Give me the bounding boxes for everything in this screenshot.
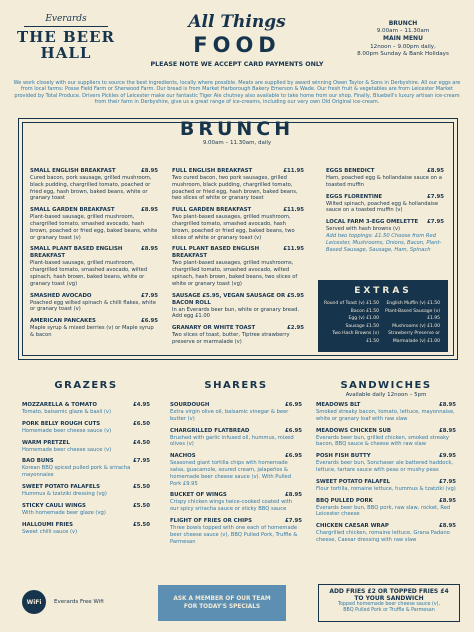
item-price: £6.95 <box>284 427 302 434</box>
item-description: Two cured bacon, two pork sausages, grilled mushroom, black pudding, chargrilled tomato, poached or fried egg, hash brown, baked beans, two slices of white or granary toast <box>172 175 298 202</box>
grazers-list <box>22 402 150 540</box>
item-name: SMALL PLANT BASED ENGLISH BREAKFAST <box>30 246 123 260</box>
item-name: POSH FISH BUTTY <box>316 453 371 460</box>
brunch-label: BRUNCH <box>388 20 418 27</box>
menu-item <box>172 207 304 241</box>
menu-item <box>326 219 444 253</box>
item-name: FULL GARDEN BREAKFAST <box>172 207 252 214</box>
add-fries-box <box>318 584 460 622</box>
menu-item <box>170 518 302 545</box>
menu-item <box>316 479 456 493</box>
sandwiches-availability: Available daily 12noon – 5pm <box>345 392 427 398</box>
item-name: EGGS FLORENTINE <box>326 193 383 200</box>
menu-item <box>30 293 158 314</box>
menu-item <box>172 246 304 287</box>
item-description: Hummus & tzatziki dressing (vg) <box>22 490 107 497</box>
menu-item <box>170 402 302 423</box>
menu-item <box>170 428 302 449</box>
item-name: BAO BUNS <box>22 458 54 465</box>
sharers-list <box>170 402 302 550</box>
extra-item: Strawberry Preserve or Marmalade (v) £1.00 <box>388 331 440 344</box>
add-fries-sub-1: Topped homemade beer cheese sauce (v), <box>337 602 441 607</box>
item-header <box>22 440 150 447</box>
item-name: SWEET POTATO FALAFELS <box>22 483 100 490</box>
item-header <box>172 246 304 260</box>
item-price: £5.50 <box>132 483 150 490</box>
menu-item <box>326 168 444 189</box>
item-price: £7.95 <box>284 517 302 524</box>
item-header <box>30 318 158 325</box>
wifi-icon: WiFi <box>22 590 46 614</box>
item-price: £11.95 <box>283 246 304 253</box>
logo <box>16 14 116 62</box>
extras-title: EXTRAS <box>354 286 412 296</box>
item-description: Everards beer bun, grilled chicken, smoked streaky bacon, BBQ sauce & cheese with raw slaw <box>316 434 449 448</box>
logo-rule <box>24 26 108 27</box>
item-price: £8.95 <box>438 402 456 408</box>
item-price: £8.95 <box>140 207 158 214</box>
grazers-title: GRAZERS <box>54 380 118 391</box>
add-fries-heading-1: ADD FRIES £2 OR TOPPED FRIES £4 <box>329 588 449 595</box>
item-description: Brushed with garlic infused oil, hummus, mixed olives (v) <box>170 434 294 448</box>
item-header <box>22 421 150 428</box>
menu-item <box>170 453 302 487</box>
sharers-title: SHARERS <box>204 380 268 391</box>
item-price: £8.95 <box>438 427 456 434</box>
item-name: MOZZARELLA & TOMATO <box>22 402 97 408</box>
item-price: £6.95 <box>140 318 158 325</box>
item-header <box>172 293 304 307</box>
item-header <box>316 428 456 435</box>
item-description: Everards beer bun, Sonchaser ale battered haddock, lettuce, tartare sauce with peas or mushy peas <box>316 460 453 473</box>
menu-item <box>316 523 456 544</box>
item-header <box>326 219 444 226</box>
item-name: FLIGHT OF FRIES OR CHIPS <box>170 517 252 524</box>
item-price: £8.95 <box>438 497 456 504</box>
item-price: £6.95 <box>284 402 302 408</box>
menu-item <box>316 453 456 474</box>
item-price: £5.95 <box>286 292 304 299</box>
extras-right-column <box>383 300 444 345</box>
logo-name: THE BEER HALL <box>17 28 115 62</box>
item-price: £7.95 <box>140 292 158 299</box>
supplier-intro: We work closely with our suppliers to source the best ingredients, locally where possible. Meats are supplied by award winning Owen Taylor & Sons in Derbyshire. All our eggs are from local farms: Posse Field Farm or Sherwood Farm. Our bread is from Market Harborough Bakery Emerson & Wade. Our fresh fruit & vegetables are from Leicester Market provided by Total Produce. Drivers Pickles of Leicester make our fantastic Tiger Ale chutney also available to take home from our shop. Finally, Bluebell's luxury artisan ice-cream from their farm in Derbyshire, give us a great range of ice-creams, including our very own Old Original ice-cream. <box>13 80 461 106</box>
menu-item <box>22 458 150 479</box>
item-name: SMASHED AVOCADO <box>30 292 92 299</box>
item-description: Plant-based sausage, grilled mushroom, chargrilled tomato, smashed avocado, hash brown, poached or fried egg, baked beans, white or granary toast (v) <box>30 214 158 241</box>
wifi-info <box>22 590 104 614</box>
item-price: £11.95 <box>283 168 304 174</box>
item-header <box>22 402 150 409</box>
item-description: Two slices of toast, butter, Tiptree strawberry preserve or marmalade (v) <box>172 332 290 345</box>
item-name: HALLOUMI FRIES <box>22 521 73 528</box>
menu-item <box>30 168 158 202</box>
item-name: SAUSAGE £5.95, VEGAN SAUSAGE OR BACON ROLL <box>172 292 286 306</box>
item-description: With homemade beer glaze (vg) <box>22 509 106 516</box>
opening-times <box>340 20 466 58</box>
item-price: £4.95 <box>132 402 150 408</box>
menu-item <box>326 194 444 215</box>
item-header <box>170 492 302 499</box>
item-header <box>22 458 150 465</box>
menu-item <box>172 293 304 321</box>
menu-item <box>30 207 158 241</box>
wifi-text: Everards Free Wifi <box>54 599 104 605</box>
specials-line2: FOR TODAY'S SPECIALS <box>183 604 261 610</box>
menu-item <box>316 498 456 519</box>
brunch-title: BRUNCH <box>179 118 295 140</box>
brunch-subtitle: 9.00am – 11.30am, daily <box>202 140 272 146</box>
item-header <box>170 518 302 525</box>
item-price: £7.95 <box>438 478 456 485</box>
item-price: £6.95 <box>284 453 302 460</box>
extra-item: Sausage £1.50 <box>345 323 379 329</box>
item-name: EGGS BENEDICT <box>326 168 375 174</box>
item-description: Crispy chicken wings twice-cooked coated with our spicy sriracha sauce or sticky BBQ sauce <box>170 499 293 513</box>
menu-item <box>316 402 456 423</box>
menu-item <box>172 325 304 346</box>
add-fries-sub-2: BBQ Pulled Pork or Truffle & Parmesan <box>343 608 435 613</box>
main-menu-label: MAIN MENU <box>383 35 423 43</box>
item-name: SOURDOUGH <box>170 402 210 408</box>
menu-item <box>316 428 456 449</box>
menu-item <box>22 484 150 498</box>
main-time-1: 12noon – 9.00pm daily, <box>370 43 436 50</box>
item-header <box>172 168 304 175</box>
brunch-heading <box>0 118 474 146</box>
item-description: Sweet chilli sauce (v) <box>22 528 78 535</box>
logo-brand: Everards <box>45 14 87 24</box>
item-header <box>30 168 158 175</box>
item-description: Wilted spinach, poached egg & hollandaise sauce on a toasted muffin (v) <box>326 200 439 214</box>
extras-panel <box>318 280 448 352</box>
item-name: SMALL GARDEN BREAKFAST <box>30 207 115 214</box>
item-header <box>316 479 456 486</box>
item-description: Two plant-based sausages, grilled mushroom, chargrilled tomato, smashed avocado, hash brown, poached or fried egg, baked beans, two slices of white or granary toast (v) <box>172 214 295 241</box>
item-description: Seasoned giant tortilla chips with homemade salsa, guacamole, soured cream, jalapeños & homemade beer cheese sauce (v). With Pulled Pork £9.95 <box>170 460 291 487</box>
extra-item: Bacon £1.50 <box>350 308 379 314</box>
item-price: £9.95 <box>438 453 456 460</box>
item-price: £5.50 <box>132 521 150 528</box>
item-description: Smoked streaky bacon, tomato, lettuce, mayonnaise, white or granary loaf with raw slaw <box>316 409 455 422</box>
item-price: £7.95 <box>426 193 444 200</box>
sandwiches-title: SANDWICHES <box>340 380 432 391</box>
item-price: £8.95 <box>284 492 302 499</box>
item-description: Ham, poached egg & hollandaise sauce on a toasted muffin <box>326 175 442 188</box>
item-description: Plant-based sausage, grilled mushroom, chargrilled tomato, smashed avocado, wilted spinach, hash brown, baked beans, white or granary toast (vg) <box>30 260 148 287</box>
specials-line1: ASK A MEMBER OF OUR TEAM <box>173 596 271 602</box>
item-header <box>30 207 158 214</box>
item-header <box>22 503 150 510</box>
add-fries-heading-2: TO YOUR SANDWICH <box>354 595 424 602</box>
item-description: Cured bacon, pork sausage, grilled mushroom, black pudding, chargrilled tomato, poached or fried egg, hash brown, baked beans, white or granary toast <box>30 175 152 202</box>
item-description: Two plant-based sausages, grilled mushrooms, chargrilled tomato, smashed avocado, wilted spinach, hash brown, baked beans, two slices of white or granary toast (vg) <box>172 260 298 287</box>
item-price: £8.95 <box>140 168 158 174</box>
brunch-column-3 <box>326 168 444 258</box>
item-description: Tomato, balsamic glaze & basil (v) <box>22 409 111 415</box>
menu-item <box>22 440 150 454</box>
item-description: Korean BBQ spiced pulled pork & sriracha mayonnaise <box>22 465 131 479</box>
item-header <box>172 207 304 214</box>
item-header <box>316 453 456 460</box>
item-header <box>30 293 158 300</box>
menu-item <box>172 168 304 202</box>
menu-item <box>22 402 150 416</box>
item-price: £8.95 <box>438 523 456 530</box>
item-description: Served with hash browns (v) <box>326 226 401 233</box>
item-name: FULL ENGLISH BREAKFAST <box>172 168 253 174</box>
item-price: £5.50 <box>132 502 150 509</box>
item-name: GRANARY OR WHITE TOAST <box>172 325 256 332</box>
menu-item <box>22 522 150 536</box>
item-price: £4.50 <box>132 439 150 446</box>
item-name: SWEET POTATO FALAFEL <box>316 478 391 485</box>
item-name: CHICKEN CAESAR WRAP <box>316 523 389 530</box>
item-description: Three bowls topped with one each of homemade beer cheese sauce (v), BBQ Pulled Pork, Truffle & Parmesan <box>170 524 298 545</box>
item-description: In an Everards beer bun, white or granary bread. Add egg £1.00 <box>172 306 300 320</box>
item-price: £8.95 <box>140 246 158 253</box>
extras-left-column <box>322 300 383 345</box>
item-header <box>326 194 444 201</box>
item-name: LOCAL FARM 3-EGG OMELETTE <box>326 219 419 226</box>
item-description: Flour tortilla, romaine lettuce, hummus & tzatziki (vg) <box>316 485 456 492</box>
extra-item: Round of Toast (v) £1.50 <box>324 301 379 306</box>
item-description: Chargrilled chicken, romaine lettuce, Grana Padano cheese, Caesar dressing with raw slaw <box>316 530 450 543</box>
extra-item: Two Hash Browns (v) £1.50 <box>332 331 379 344</box>
item-name: BBQ PULLED PORK <box>316 497 373 504</box>
item-header <box>170 402 302 409</box>
sandwiches-list <box>316 402 456 549</box>
item-note: Add two toppings: £1.50 Choose from Red Leicester, Mushrooms, Onions, Bacon, Plant-Based Sausage, Sausage, Ham, Spinach <box>326 232 442 253</box>
item-name: MEADOWS CHICKEN SUB <box>316 427 392 434</box>
item-name: AMERICAN PANCAKES <box>30 318 96 325</box>
title-line2: FOOD <box>193 33 281 57</box>
item-description: Homemade beer cheese sauce (v) <box>22 446 112 453</box>
item-name: FULL PLANT BASED ENGLISH BREAKFAST <box>172 246 260 260</box>
extra-item: English Muffin (v) £1.50 <box>386 301 440 306</box>
item-price: £2.95 <box>286 325 304 332</box>
item-name: NACHOS <box>170 453 196 460</box>
item-header <box>170 428 302 435</box>
item-name: PORK BELLY ROUGH CUTS <box>22 420 101 427</box>
extra-item: Mushrooms (v) £1.00 <box>392 323 440 329</box>
title-line1: All Things <box>188 12 286 32</box>
item-name: SMALL ENGLISH BREAKFAST <box>30 168 116 174</box>
menu-title <box>130 12 344 68</box>
menu-item <box>30 318 158 339</box>
payment-notice: PLEASE NOTE WE ACCEPT CARD PAYMENTS ONLY <box>150 61 324 68</box>
brunch-time: 9.00am – 11.30am <box>376 28 430 35</box>
item-name: MEADOWS BLT <box>316 402 361 408</box>
item-description: Maple syrup & mixed berries (v) or Maple syrup & bacon <box>30 325 154 338</box>
specials-banner <box>158 585 286 621</box>
item-description: Extra virgin olive oil, balsamic vinegar & beer butter (v) <box>170 409 289 422</box>
item-description: Homemade beer cheese sauce (v) <box>22 427 112 434</box>
item-price: £6.50 <box>132 420 150 427</box>
brunch-column-2 <box>172 168 304 351</box>
item-header <box>22 484 150 491</box>
item-header <box>326 168 444 175</box>
item-header <box>30 246 158 260</box>
extra-item: Plant-Based Sausage (v) £1.95 <box>385 308 440 321</box>
item-header <box>316 402 456 409</box>
item-header <box>316 523 456 530</box>
item-price: £7.95 <box>426 219 444 226</box>
menu-item <box>30 246 158 287</box>
item-price: £7.95 <box>132 458 150 465</box>
main-time-2: 8.00pm Sunday & Bank Holidays <box>357 50 449 57</box>
item-price: £8.95 <box>426 168 444 174</box>
extra-item: Egg (v) £1.00 <box>348 316 379 321</box>
item-name: STICKY CAULI WINGS <box>22 502 86 509</box>
item-header <box>316 498 456 505</box>
item-price: £11.95 <box>283 207 304 214</box>
item-header <box>172 325 304 332</box>
menu-item <box>170 492 302 513</box>
item-header <box>22 522 150 529</box>
item-name: BUCKET OF WINGS <box>170 492 227 499</box>
item-header <box>170 453 302 460</box>
item-description: Everards beer bun, BBQ pork, raw slaw, rocket, Red Leicester cheese <box>316 504 451 518</box>
item-name: WARM PRETZEL <box>22 439 70 446</box>
menu-item <box>22 421 150 435</box>
brunch-column-1 <box>30 168 158 344</box>
item-name: CHARGRILLED FLATBREAD <box>170 427 250 434</box>
menu-item <box>22 503 150 517</box>
item-description: Poached egg wilted spinach & chilli flakes, white or granary toast (v) <box>30 299 156 313</box>
